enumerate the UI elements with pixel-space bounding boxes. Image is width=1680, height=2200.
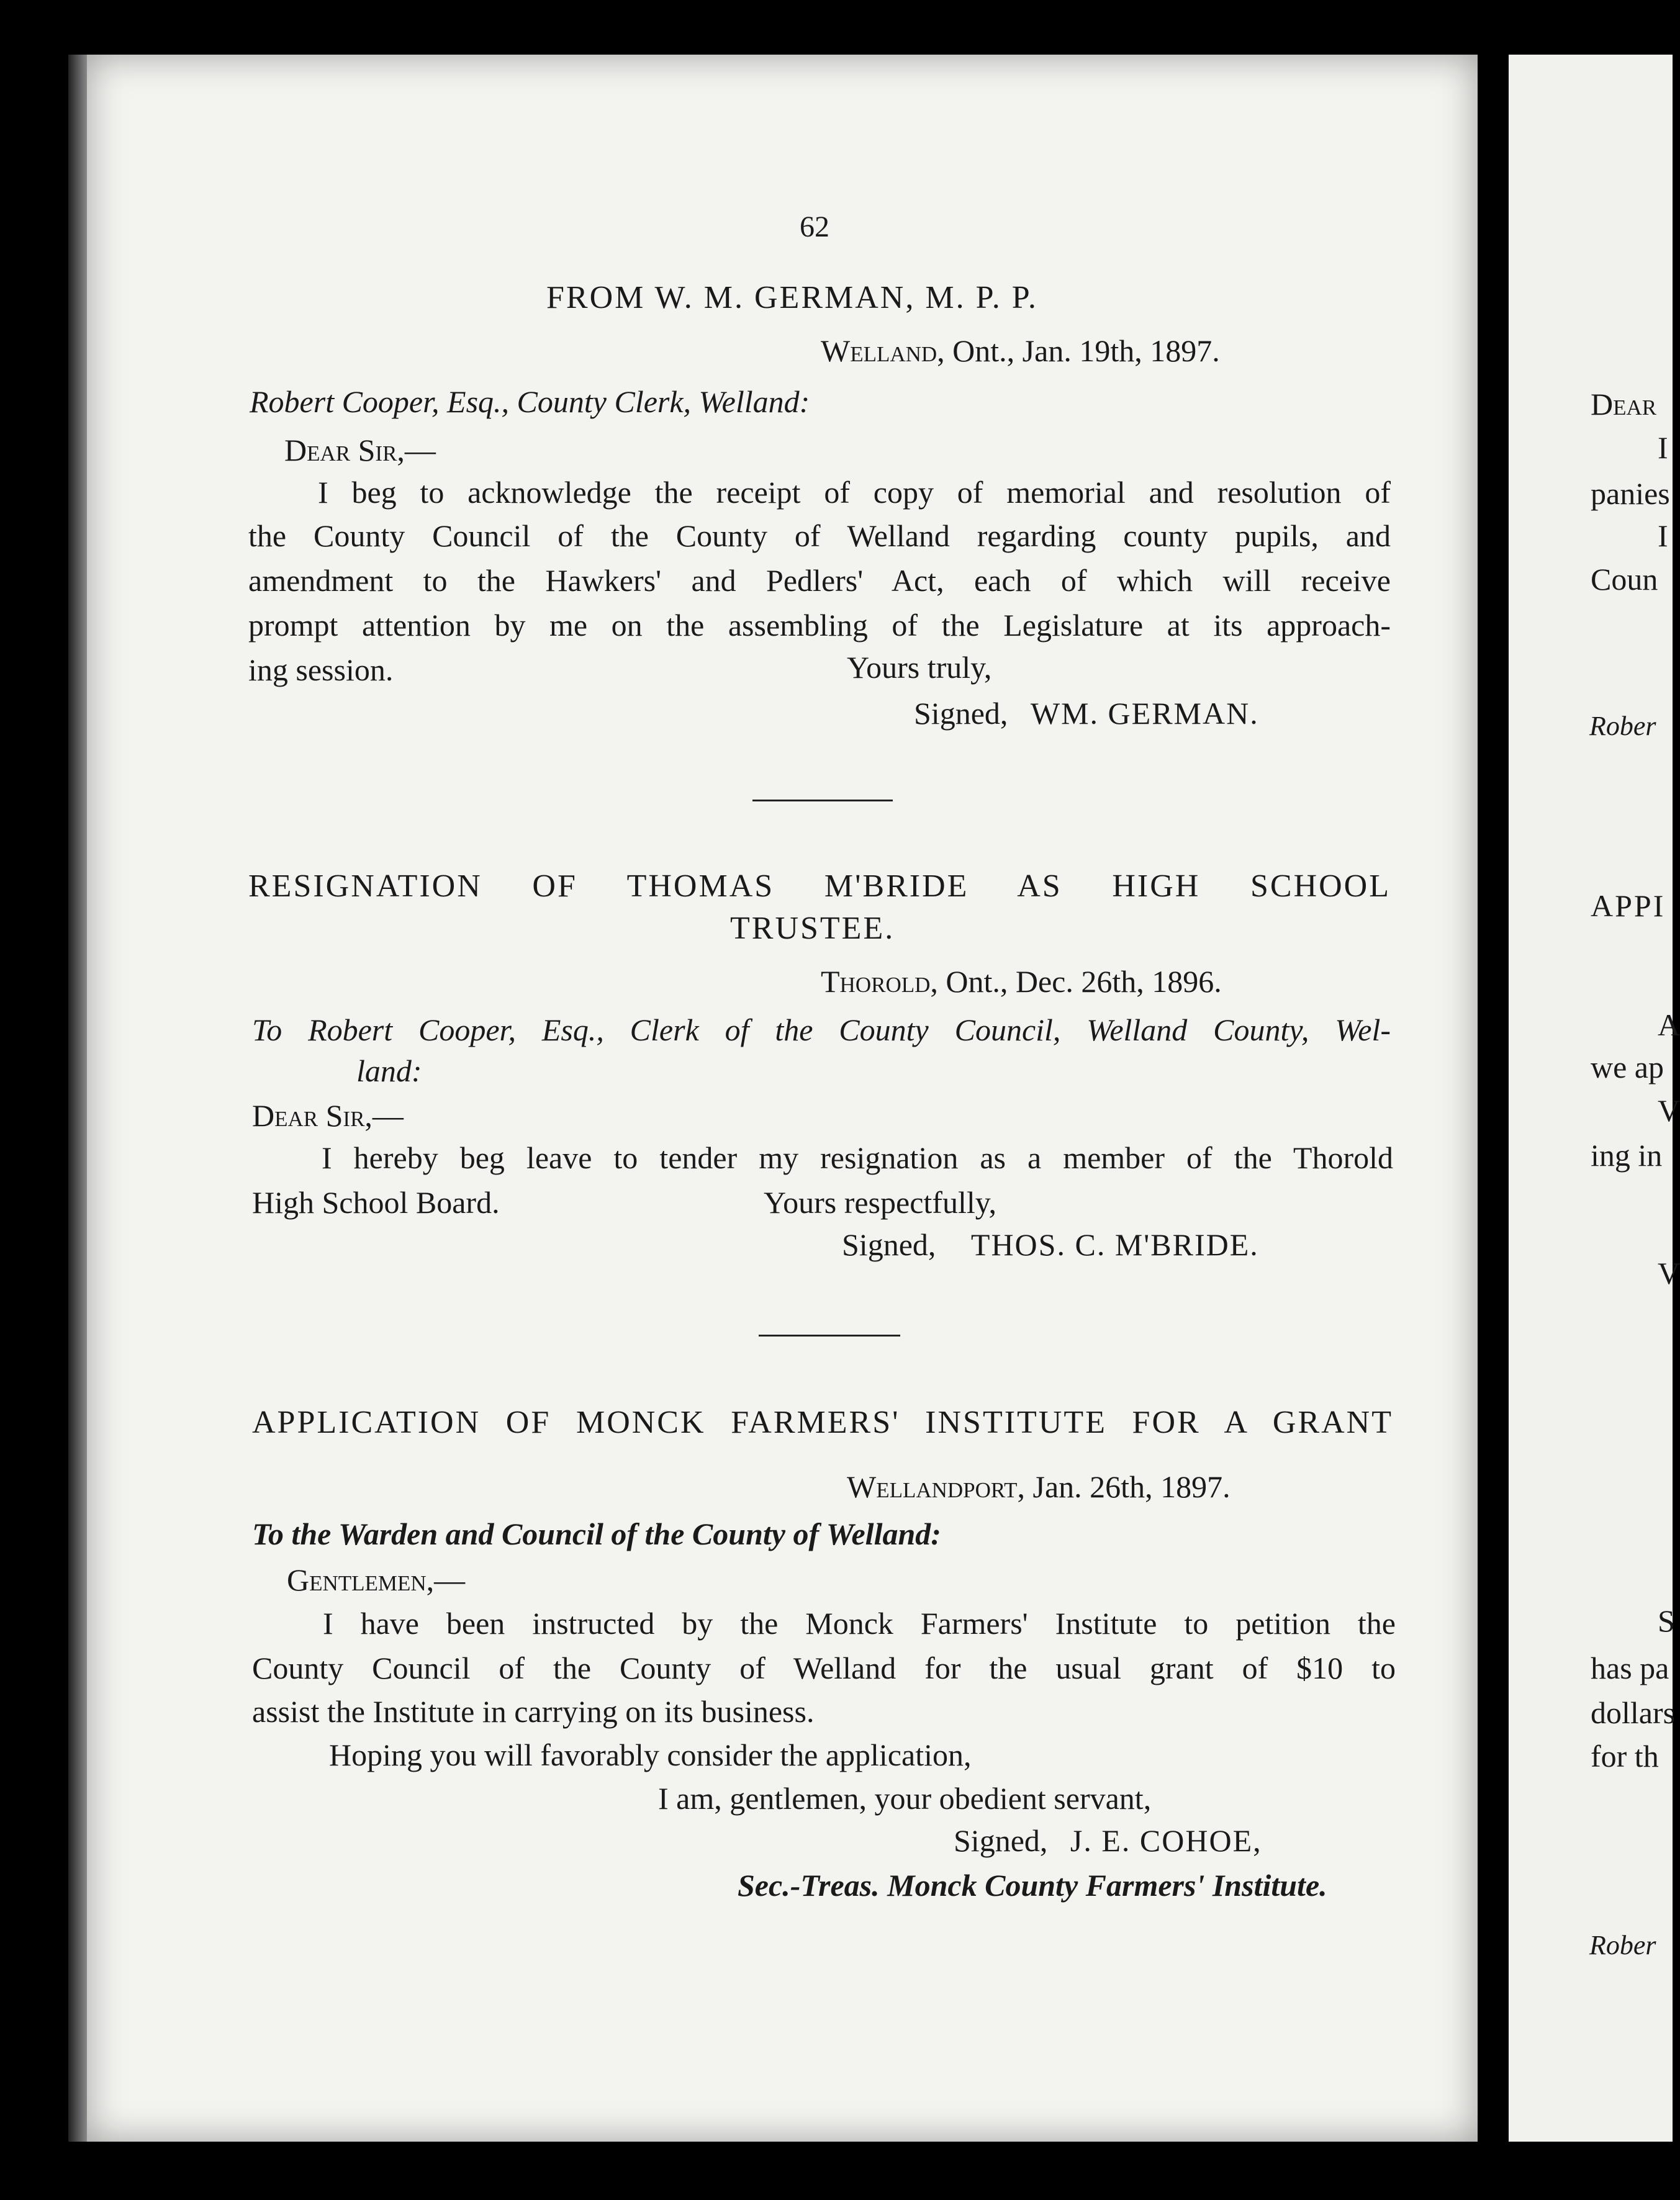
letter2-signer: THOS. C. M'BRIDE. xyxy=(970,1227,1259,1262)
letter2-addressee-line-1: To Robert Cooper, Esq., Clerk of the County Council, Welland County, Wel- xyxy=(252,1012,1391,1047)
letter1-signed-label: Signed, xyxy=(914,696,1008,731)
letter3-signer-title: Sec.-Treas. Monck County Farmers' Institute. xyxy=(738,1868,1327,1903)
letter2-closing: Yours respectfully, xyxy=(764,1185,996,1220)
letter2-line-2: High School Board. xyxy=(252,1185,500,1220)
letter1-line-4: prompt attention by me on the assembling of the Legislature at its approach- xyxy=(248,608,1391,642)
letter2-heading-line-1: RESIGNATION OF THOMAS M'BRIDE AS HIGH SCHOOL xyxy=(248,868,1391,904)
next-page-text: has pa xyxy=(1591,1651,1669,1685)
letter2-dateline-place: Thorold, xyxy=(821,964,938,999)
letter3-closing: I am, gentlemen, your obedient servant, xyxy=(658,1781,1152,1816)
section-divider-1 xyxy=(752,800,893,801)
letter3-dateline xyxy=(847,1471,1231,1502)
letter3-heading: APPLICATION OF MONCK FARMERS' INSTITUTE FOR A GRANT xyxy=(252,1405,1393,1440)
letter2-heading-line-2: TRUSTEE. xyxy=(730,911,895,946)
letter3-dateline-place: Wellandport, xyxy=(847,1469,1026,1504)
letter3-hoping: Hoping you will favorably consider the application, xyxy=(329,1738,972,1772)
letter1-signature xyxy=(914,698,1259,729)
next-page-text: Coun xyxy=(1591,562,1658,597)
letter3-salutation: Gentlemen,— xyxy=(287,1562,466,1597)
next-page-text: Rober xyxy=(1589,1930,1656,1960)
next-page-text: APPI xyxy=(1591,888,1666,923)
section-divider-2 xyxy=(759,1335,900,1337)
letter3-signer: J. E. COHOE, xyxy=(1070,1823,1262,1858)
next-page-fragment xyxy=(1509,55,1680,2142)
letter1-closing: Yours truly, xyxy=(847,650,992,685)
letter3-signed-label: Signed, xyxy=(954,1823,1048,1858)
letter1-dateline-rest: Ont., Jan. 19th, 1897. xyxy=(952,333,1220,368)
letter1-signer: WM. GERMAN. xyxy=(1030,696,1259,731)
letter3-signature xyxy=(954,1825,1262,1856)
letter2-dateline xyxy=(821,966,1222,997)
letter1-dateline-place: Welland, xyxy=(821,333,945,368)
letter3-dateline-rest: Jan. 26th, 1897. xyxy=(1032,1469,1231,1504)
letter1-dateline xyxy=(821,335,1220,366)
page-binding-edge xyxy=(68,55,87,2142)
letter1-heading: FROM W. M. GERMAN, M. P. P. xyxy=(546,280,1038,315)
letter1-line-3: amendment to the Hawkers' and Pedlers' Act, each of which will receive xyxy=(248,563,1391,598)
next-page-text: ing in xyxy=(1591,1138,1663,1173)
letter2-signature xyxy=(842,1229,1259,1260)
next-page-text: panies xyxy=(1591,476,1670,511)
letter1-addressee: Robert Cooper, Esq., County Clerk, Welland: xyxy=(250,384,810,419)
letter1-salutation: Dear Sir,— xyxy=(284,433,436,467)
letter2-salutation: Dear Sir,— xyxy=(252,1098,404,1133)
next-page-text: Dear xyxy=(1591,387,1657,422)
letter3-line-1: I have been instructed by the Monck Farmers' Institute to petition the xyxy=(323,1606,1396,1641)
letter1-line-5: ing session. xyxy=(248,652,394,687)
letter2-addressee-line-2: land: xyxy=(356,1053,422,1088)
next-page-text: I xyxy=(1658,518,1668,553)
next-page-text: dollars xyxy=(1591,1695,1676,1730)
next-page-text: V xyxy=(1658,1093,1680,1128)
letter1-line-1: I beg to acknowledge the receipt of copy of memorial and resolution of xyxy=(318,475,1391,510)
next-page-text: S xyxy=(1658,1603,1675,1638)
next-page-text: I xyxy=(1658,430,1668,465)
letter2-signed-label: Signed, xyxy=(842,1227,936,1262)
letter3-line-2: County Council of the County of Welland for the usual grant of $10 to xyxy=(252,1651,1396,1685)
next-page-text: for th xyxy=(1591,1739,1659,1774)
letter3-addressee: To the Warden and Council of the County of Welland: xyxy=(252,1517,941,1551)
letter1-line-2: the County Council of the County of Welland regarding county pupils, and xyxy=(248,518,1391,553)
page-number: 62 xyxy=(800,210,829,243)
letter2-dateline-rest: Ont., Dec. 26th, 1896. xyxy=(946,964,1222,999)
next-page-text: A xyxy=(1658,1008,1680,1042)
letter3-line-3: assist the Institute in carrying on its business. xyxy=(252,1694,815,1729)
next-page-text: Rober xyxy=(1589,711,1656,741)
next-page-text: V xyxy=(1658,1256,1680,1291)
next-page-text: we ap xyxy=(1591,1050,1664,1084)
letter2-line-1: I hereby beg leave to tender my resignation as a member of the Thorold xyxy=(322,1140,1393,1175)
